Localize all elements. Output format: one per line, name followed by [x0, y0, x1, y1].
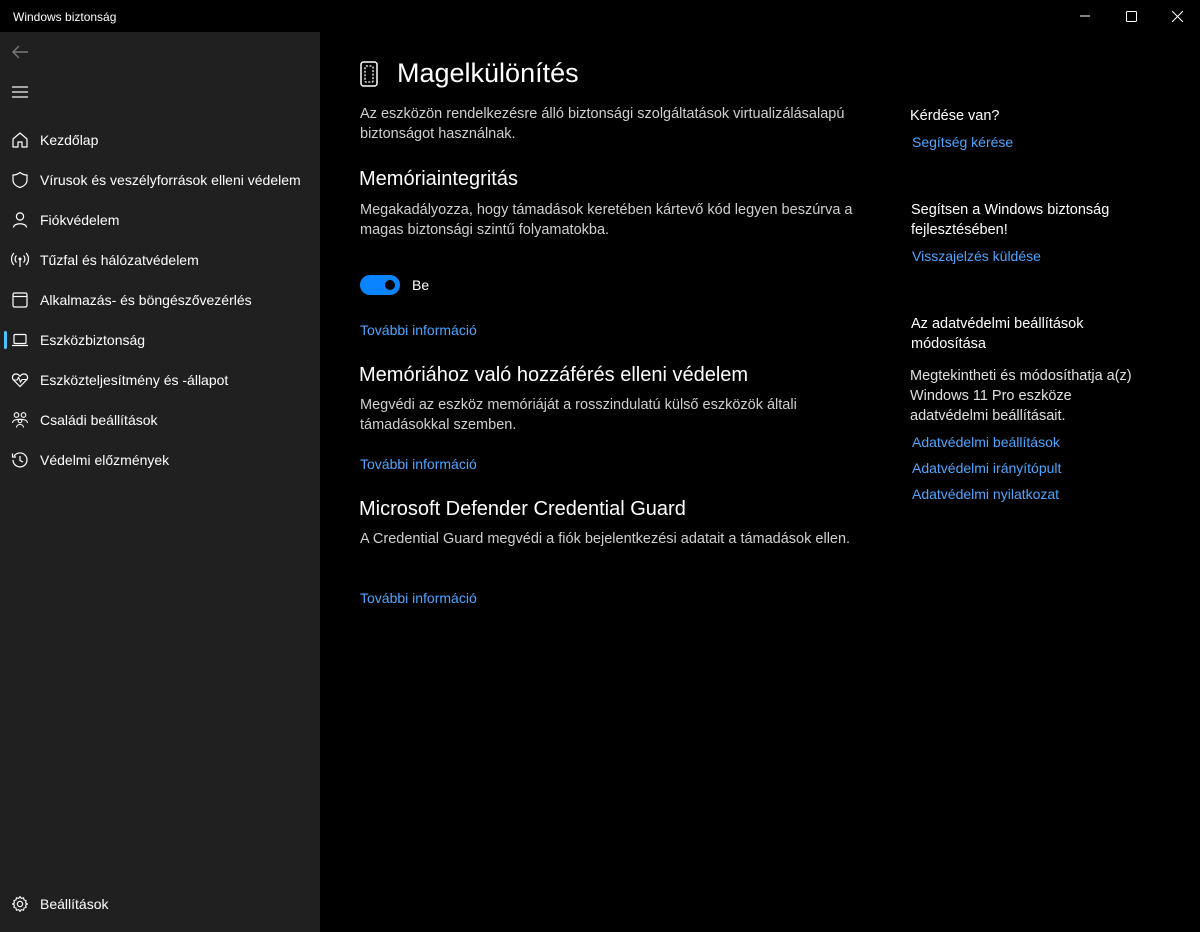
sidebar-item-label: Családi beállítások [40, 412, 158, 428]
sidebar-item-virus-protection[interactable] [0, 160, 320, 200]
wireless-icon [11, 251, 29, 269]
sidebar-item-label: Alkalmazás- és böngészővezérlés [40, 292, 252, 308]
sidebar-item-device-performance[interactable] [0, 360, 320, 400]
get-help-link[interactable]: Segítség kérése [912, 134, 1014, 150]
send-feedback-link[interactable]: Visszajelzés küldése [912, 248, 1041, 264]
sidebar-item-device-security[interactable] [0, 320, 320, 360]
memory-access-more-info-link[interactable]: További információ [360, 456, 477, 472]
improve-heading: Segítsen a Windows biztonság fejlesztésében! [911, 202, 1110, 238]
sidebar-item-label: Kezdőlap [40, 132, 99, 148]
intro-text: Az eszközön rendelkezésre álló biztonsági szolgáltatások virtualizálásalapú biztonságot használnak. [360, 106, 845, 142]
sidebar-item-label: Védelmi előzmények [40, 452, 170, 468]
sidebar-item-firewall[interactable] [0, 240, 320, 280]
sidebar-item-app-browser-control[interactable] [0, 280, 320, 320]
home-icon [11, 131, 29, 149]
toggle-knob [385, 280, 395, 290]
laptop-icon [11, 331, 29, 349]
sidebar-item-label: Vírusok és veszélyforrások elleni védelem [40, 172, 301, 188]
privacy-statement-link[interactable]: Adatvédelmi nyilatkozat [912, 486, 1060, 502]
core-isolation-icon [358, 59, 380, 89]
memory-access-description: Megvédi az eszköz memóriáját a rosszindulatú külső eszközök általi támadásokkal szemben. [360, 397, 797, 433]
back-arrow-icon [11, 44, 29, 60]
toggle-state-label: Be [412, 277, 430, 293]
window-title: Windows biztonság [13, 10, 117, 24]
sidebar-item-settings[interactable] [0, 884, 320, 924]
memory-integrity-heading: Memóriaintegritás [359, 168, 518, 190]
memory-integrity-more-info-link[interactable]: További információ [360, 322, 477, 338]
sidebar-item-home[interactable] [0, 120, 320, 160]
credential-guard-heading: Microsoft Defender Credential Guard [359, 498, 686, 520]
close-button[interactable] [1154, 0, 1200, 32]
privacy-settings-link[interactable]: Adatvédelmi beállítások [912, 434, 1060, 450]
sidebar-item-family-options[interactable] [0, 400, 320, 440]
sidebar-item-label: Fiókvédelem [40, 212, 120, 228]
navigation-sidebar [0, 32, 320, 932]
maximize-icon [1126, 11, 1137, 22]
maximize-button[interactable] [1108, 0, 1154, 32]
memory-integrity-toggle[interactable] [360, 275, 400, 295]
page-title: Magelkülönítés [397, 58, 579, 88]
page-header [358, 56, 380, 92]
gear-icon [11, 895, 29, 913]
menu-button[interactable] [6, 78, 34, 106]
hamburger-icon [12, 86, 28, 98]
sidebar-item-account-protection[interactable] [0, 200, 320, 240]
sidebar-item-label: Eszközbiztonság [40, 332, 146, 348]
sidebar-item-label: Beállítások [40, 896, 109, 912]
close-icon [1172, 11, 1183, 22]
memory-access-heading: Memóriához való hozzáférés elleni védelem [359, 364, 749, 386]
memory-integrity-description: Megakadályozza, hogy támadások keretében kártevő kód legyen beszúrva a magas biztonsági szintű folyamatokba. [360, 202, 853, 238]
minimize-icon [1080, 11, 1090, 21]
back-button[interactable] [6, 38, 34, 66]
sidebar-item-label: Eszközteljesítmény és -állapot [40, 372, 229, 388]
main-content [320, 32, 1200, 932]
question-heading: Kérdése van? [910, 108, 1000, 124]
shield-icon [11, 171, 29, 189]
credential-guard-description: A Credential Guard megvédi a fiók bejelentkezési adatait a támadások ellen. [360, 531, 851, 547]
credential-guard-more-info-link[interactable]: További információ [360, 590, 477, 606]
privacy-text: Megtekintheti és módosíthatja a(z) Windows 11 Pro eszköze adatvédelmi beállításait. [910, 368, 1132, 424]
sidebar-item-protection-history[interactable] [0, 440, 320, 480]
history-icon [11, 451, 29, 469]
person-icon [11, 211, 29, 229]
sidebar-item-label: Tűzfal és hálózatvédelem [40, 252, 199, 268]
family-icon [11, 411, 29, 429]
app-window-icon [11, 291, 29, 309]
selection-indicator [4, 331, 7, 349]
title-bar [0, 0, 1200, 32]
privacy-dashboard-link[interactable]: Adatvédelmi irányítópult [912, 460, 1062, 476]
minimize-button[interactable] [1062, 0, 1108, 32]
privacy-heading: Az adatvédelmi beállítások módosítása [911, 316, 1084, 352]
heart-pulse-icon [11, 371, 29, 389]
